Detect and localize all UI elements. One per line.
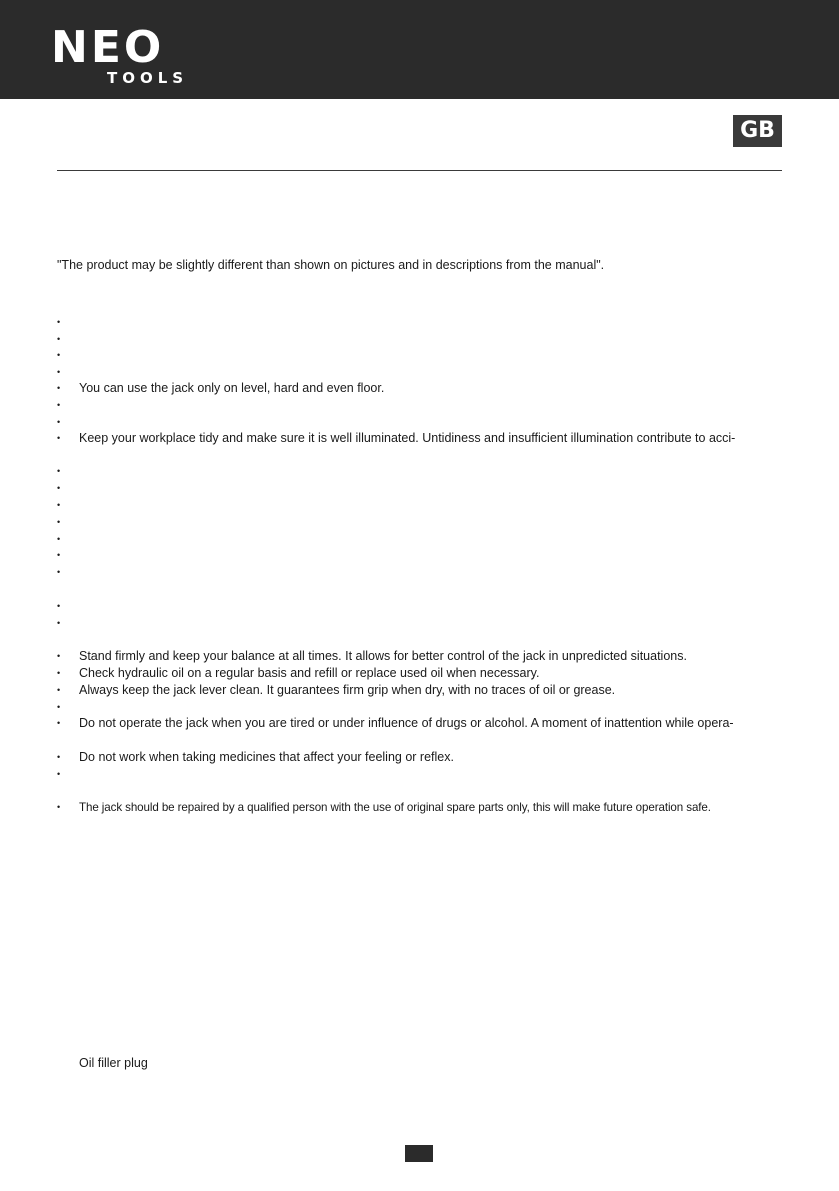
bullet-icon: •: [57, 550, 61, 560]
bullet-icon: •: [57, 400, 61, 410]
list-item: • Do not operate the jack when you are tired or under influence of drugs or alcohol. A moment of inattention while opera-: [57, 716, 734, 730]
bullet-icon: •: [57, 383, 61, 393]
list-item: [57, 347, 782, 364]
list-item: [57, 766, 782, 783]
bullet-icon: •: [57, 417, 61, 427]
list-item: • Do not work when taking medicines that affect your feeling or reflex.: [57, 750, 454, 764]
list-item: [57, 615, 782, 632]
list-item: • Keep your workplace tidy and make sure it is well illuminated. Untidiness and insufficient illumination contribute to acci-: [57, 431, 736, 445]
bullet-icon: •: [57, 685, 61, 695]
bullet-icon: •: [57, 668, 61, 678]
list-item: [57, 497, 782, 514]
list-item: • Always keep the jack lever clean. It guarantees firm grip when dry, with no traces of oil or grease.: [57, 683, 616, 697]
list-item: • Stand firmly and keep your balance at all times. It allows for better control of the jack in unpredicted situations.: [57, 649, 687, 663]
list-item: [57, 531, 782, 548]
list-item: [57, 463, 782, 480]
bullet-icon: •: [57, 466, 61, 476]
bullet-icon: •: [57, 601, 61, 611]
list-item: [57, 699, 782, 716]
bullet-icon: •: [57, 752, 61, 762]
bullet-icon: •: [57, 350, 61, 360]
page-number-tab: [405, 1145, 433, 1162]
bullet-icon: •: [57, 433, 61, 443]
list-item: [57, 331, 782, 348]
bullet-icon: •: [57, 334, 61, 344]
list-item: [57, 397, 782, 414]
list-item: [57, 547, 782, 564]
language-badge: GB: [733, 115, 782, 147]
bullet-icon: •: [57, 567, 61, 577]
bullet-icon: •: [57, 718, 61, 728]
list-item: [57, 480, 782, 497]
list-item: [57, 364, 782, 381]
list-item: • Check hydraulic oil on a regular basis and refill or replace used oil when necessary.: [57, 666, 540, 680]
bullet-icon: •: [57, 500, 61, 510]
bullet-icon: •: [57, 483, 61, 493]
brand-logo-subtitle: TOOLS: [107, 69, 189, 87]
bullet-icon: •: [57, 618, 61, 628]
bullet-icon: •: [57, 367, 61, 377]
list-item: [57, 514, 782, 531]
bullet-icon: •: [57, 517, 61, 527]
list-item: [57, 564, 782, 581]
list-item: [57, 314, 782, 331]
bullet-icon: •: [57, 651, 61, 661]
list-item: [57, 414, 782, 431]
brand-logo: NEO: [51, 22, 165, 73]
list-item: • The jack should be repaired by a qualified person with the use of original spare parts only, this will make future operation safe.: [57, 801, 711, 814]
list-item: [57, 598, 782, 615]
list-item: • You can use the jack only on level, hard and even floor.: [57, 381, 385, 395]
bullet-icon: •: [57, 317, 61, 327]
bullet-icon: •: [57, 802, 61, 812]
disclaimer-text: "The product may be slightly different than shown on pictures and in descriptions from the manual".: [57, 258, 605, 272]
part-label-oil-filler-plug: Oil filler plug: [79, 1056, 148, 1070]
bullet-icon: •: [57, 702, 61, 712]
bullet-icon: •: [57, 534, 61, 544]
bullet-icon: •: [57, 769, 61, 779]
